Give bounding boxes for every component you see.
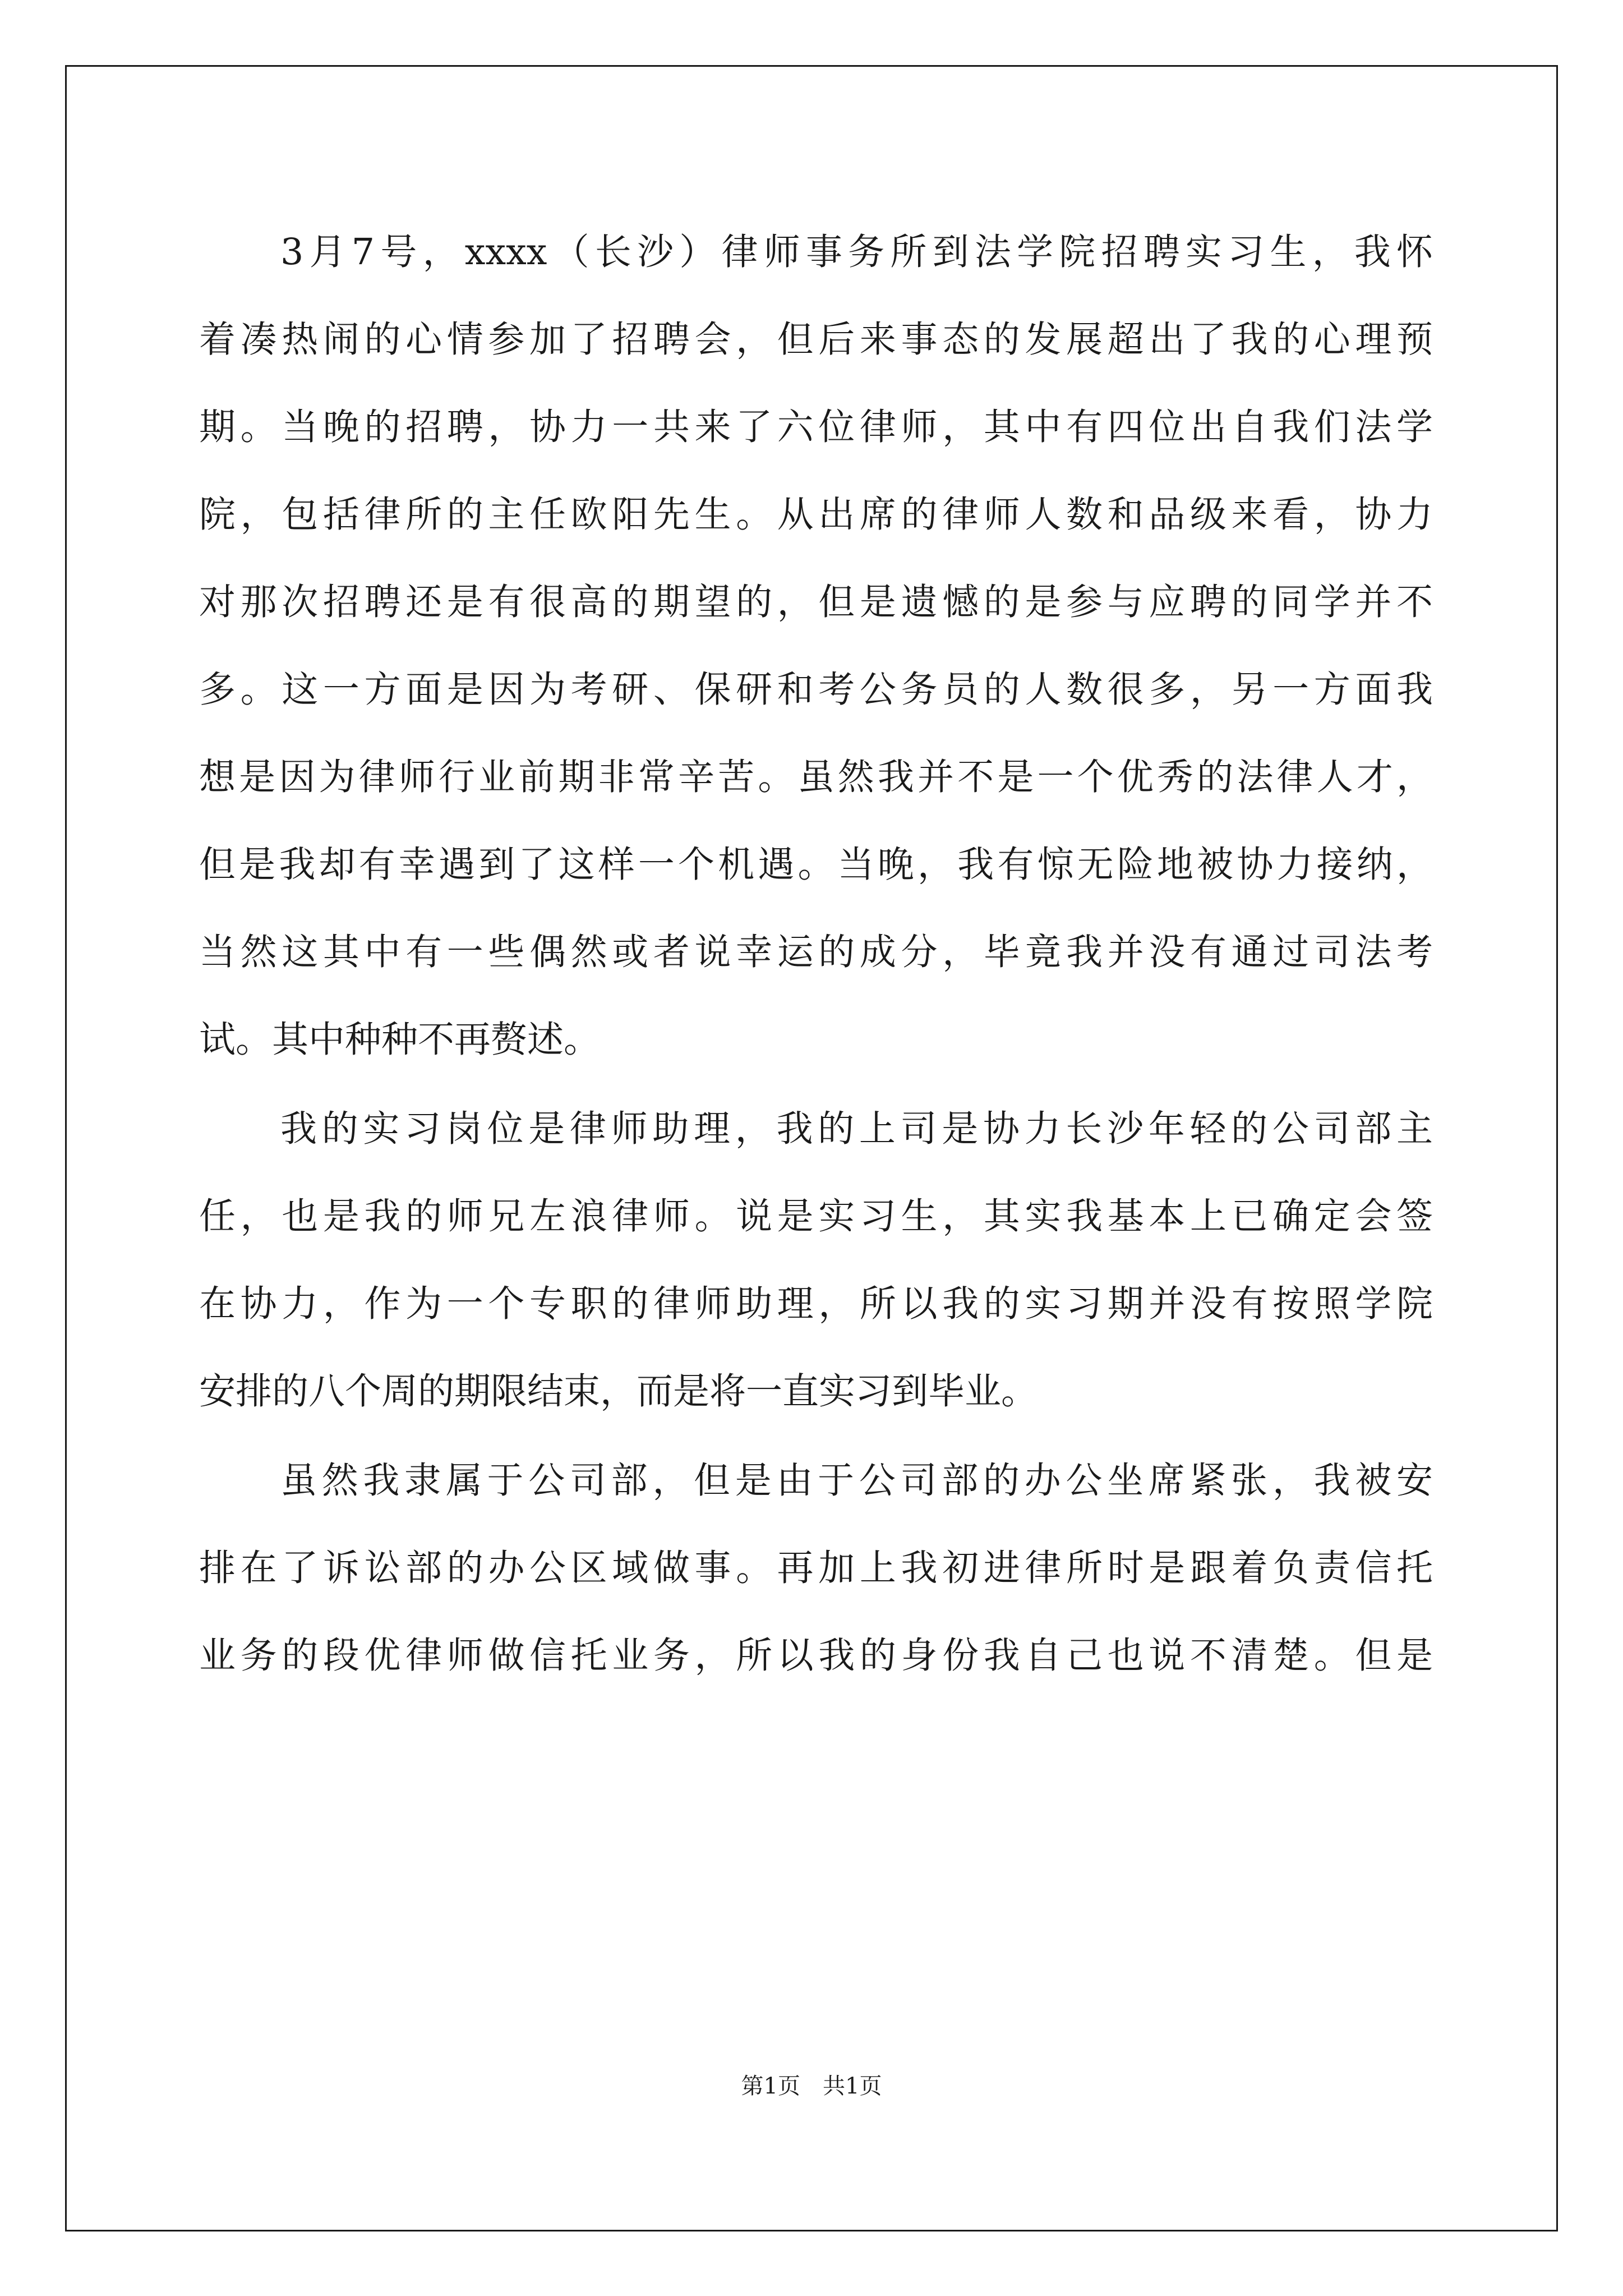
paragraph-3-line-1: 虽然我隶属于公司部，但是由于公司部的办公坐席紧张，我被安 [280, 1460, 1433, 1502]
paragraph-3-line-3: 业务的段优律师做信托业务，所以我的身份我自己也说不清楚。但是 [199, 1635, 1433, 1677]
paragraph-1-line-1: 3月7号，xxxx（长沙）律师事务所到法学院招聘实习生，我怀 [280, 231, 1433, 273]
paragraph-2-line-1: 我的实习岗位是律师助理，我的上司是协力长沙年轻的公司部主 [280, 1108, 1433, 1150]
paragraph-1-line-9: 当然这其中有一些偶然或者说幸运的成分，毕竟我并没有通过司法考 [199, 931, 1433, 973]
paragraph-2-line-2: 任，也是我的师兄左浪律师。说是实习生，其实我基本上已确定会签 [199, 1195, 1433, 1237]
paragraph-2-line-3: 在协力，作为一个专职的律师助理，所以我的实习期并没有按照学院 [199, 1283, 1433, 1325]
page-footer: 第1页 共1页 [741, 2073, 882, 2099]
paragraph-1-line-6: 多。这一方面是因为考研、保研和考公务员的人数很多，另一方面我 [199, 669, 1433, 711]
paragraph-3-line-2: 排在了诉讼部的办公区域做事。再加上我初进律所时是跟着负责信托 [199, 1547, 1433, 1589]
paragraph-1-line-2: 着凑热闹的心情参加了招聘会，但后来事态的发展超出了我的心理预 [199, 319, 1433, 361]
paragraph-1-line-10: 试。其中种种不再赘述。 [199, 1019, 601, 1061]
paragraph-1-line-3: 期。当晚的招聘，协力一共来了六位律师，其中有四位出自我们法学 [199, 406, 1433, 448]
paragraph-1-line-8: 但是我却有幸遇到了这样一个机遇。当晚，我有惊无险地被协力接纳， [199, 844, 1433, 886]
paragraph-1-line-5: 对那次招聘还是有很高的期望的，但是遗憾的是参与应聘的同学并不 [199, 581, 1433, 623]
paragraph-1-line-4: 院，包括律所的主任欧阳先生。从出席的律师人数和品级来看，协力 [199, 494, 1433, 536]
paragraph-2-line-4: 安排的八个周的期限结束，而是将一直实习到毕业。 [199, 1370, 1038, 1412]
paragraph-1-line-7: 想是因为律师行业前期非常辛苦。虽然我并不是一个优秀的法律人才， [199, 756, 1433, 798]
